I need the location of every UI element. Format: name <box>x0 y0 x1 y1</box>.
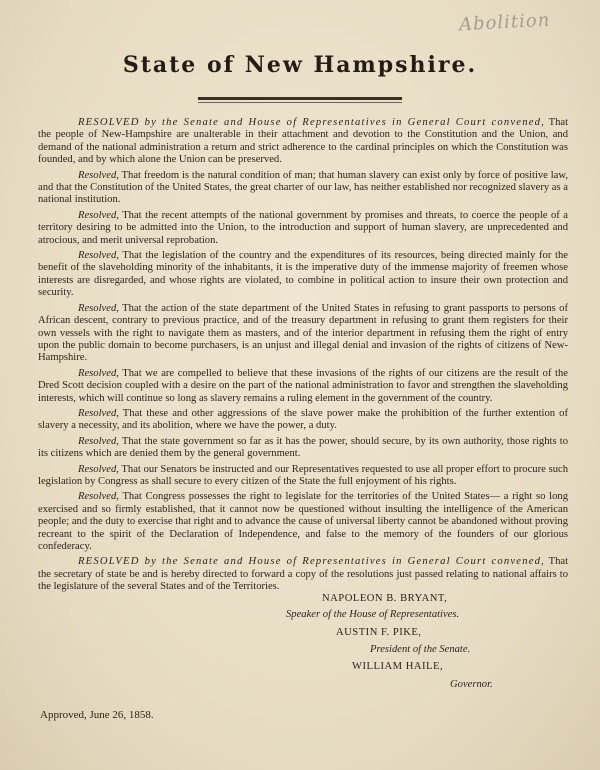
resolution-text: That our Senators be instructed and our Representatives requested to use all proper effort to procure such legislation by Congress as shall secure to every citizen of the State the full enjoyment of his rights. <box>38 463 568 487</box>
approval-date: Approved, June 26, 1858. <box>40 709 154 721</box>
resolution-lead: Resolved, <box>78 169 119 181</box>
resolution-text: That freedom is the natural condition of man; that human slavery can exist only by force of positive law, and that the Constitution of the United States, the great charter of our law, has neither established nor recognized slavery as a national institution. <box>38 169 568 206</box>
resolution-lead: Resolved, <box>78 435 119 447</box>
signatory-name: AUSTIN F. PIKE, <box>336 627 422 638</box>
resolution-text: That we are compelled to believe that these invasions of the rights of our citizens are the result of the Dred Scott decision coupled with a desire on the part of the national administration to favor and strengthen the slaveholding interests, which will continue so long as slavery remains a ruling element in the government of the country. <box>38 367 568 404</box>
resolution-lead: RESOLVED by the Senate and House of Representatives in General Court convened, <box>78 556 545 568</box>
resolution-lead: Resolved, <box>78 407 119 419</box>
signatory-name: WILLIAM HAILE, <box>352 661 444 672</box>
resolution-lead: Resolved, <box>78 250 119 262</box>
resolution-text: That the action of the state department of the United States in refusing to grant passports to persons of African descent, contrary to previous practice, and of the treasury department in refusing to grant them registers for their own vessels with the right to navigate them as masters, and of the interior department in refusing them the right of entry upon the public domain to become purchasers, is an unjust and illegal denial and invasion of the rights of citizens of New-Hampshire. <box>38 302 568 364</box>
resolution-paragraph <box>38 368 568 405</box>
resolution-text: That the state government so far as it has the power, should secure, by its own authority, those rights to its citizens which are denied them by the general government. <box>38 435 568 460</box>
resolution-text: That these and other aggressions of the slave power make the prohibition of the further extention of slavery a necessity, and its abolition, where we have the power, a duty. <box>38 407 568 432</box>
resolution-paragraph <box>38 250 568 300</box>
resolution-lead: Resolved, <box>78 463 119 475</box>
resolution-lead: Resolved, <box>78 209 119 221</box>
title-rule <box>198 97 402 100</box>
resolution-paragraph <box>38 210 568 247</box>
resolution-paragraph <box>38 408 568 433</box>
signatory-name: NAPOLEON B. BRYANT, <box>322 593 448 604</box>
resolutions-body <box>38 117 568 597</box>
resolution-text: That the secretary of state be and is hereby directed to forward a copy of the resolutions just passed relating to national affairs to the legislature of the several States and of the Territories. <box>38 556 569 593</box>
resolution-text: That the legislation of the country and the expenditures of its resources, being directed mainly for the benefit of the slaveholding minority of the inhabitants, it is the imperative duty of the immense majority of freemen whose interests are disregarded, and whose rights are violated, to combine in political action to insure their own protection and security. <box>38 250 568 299</box>
resolution-text: That Congress possesses the right to legislate for the territories of the United States— a right so long exercised and so firmly established, that it cannot now be questioned without insulting the intelligence of the American people; and the duty to exercise that right and to advance the cause of universal liberty cannot be abandoned without proving recreant to the spirit of the Declaration of Independence, and false to the memory of the founders of our glorious confederacy. <box>38 491 568 552</box>
resolution-paragraph <box>38 170 568 207</box>
resolution-paragraph <box>38 117 568 167</box>
signatory-title: Speaker of the House of Representatives. <box>286 609 460 620</box>
resolution-paragraph <box>38 303 568 365</box>
resolution-lead: Resolved, <box>78 491 119 503</box>
resolution-lead: Resolved, <box>78 302 119 314</box>
resolution-text: That the people of New-Hampshire are unalterable in their attachment and devotion to the Constitution and the Union, and demand of the national administration a return and strict adherence to the cardinal principles on which the Constitution was founded, and by which alone the Union can be preserved. <box>38 117 569 166</box>
document-title: State of New Hampshire. <box>122 52 478 78</box>
resolution-text: That the recent attempts of the national government by promises and threats, to coerce the people of a territory desiring to be admitted into the Union, to the introduction and support of human slavery, are unprecedented and atrocious, and merit universal reprobation. <box>38 209 568 246</box>
pencil-annotation: Abolition <box>458 9 551 36</box>
resolution-paragraph <box>38 491 568 553</box>
signatory-title: Governor. <box>450 679 493 690</box>
resolution-paragraph <box>38 436 568 461</box>
signatory-title: President of the Senate. <box>370 644 471 655</box>
resolution-paragraph <box>38 556 568 593</box>
resolution-paragraph <box>38 464 568 489</box>
resolution-lead: Resolved, <box>78 367 119 379</box>
resolution-lead: RESOLVED by the Senate and House of Representatives in General Court convened, <box>78 117 545 128</box>
